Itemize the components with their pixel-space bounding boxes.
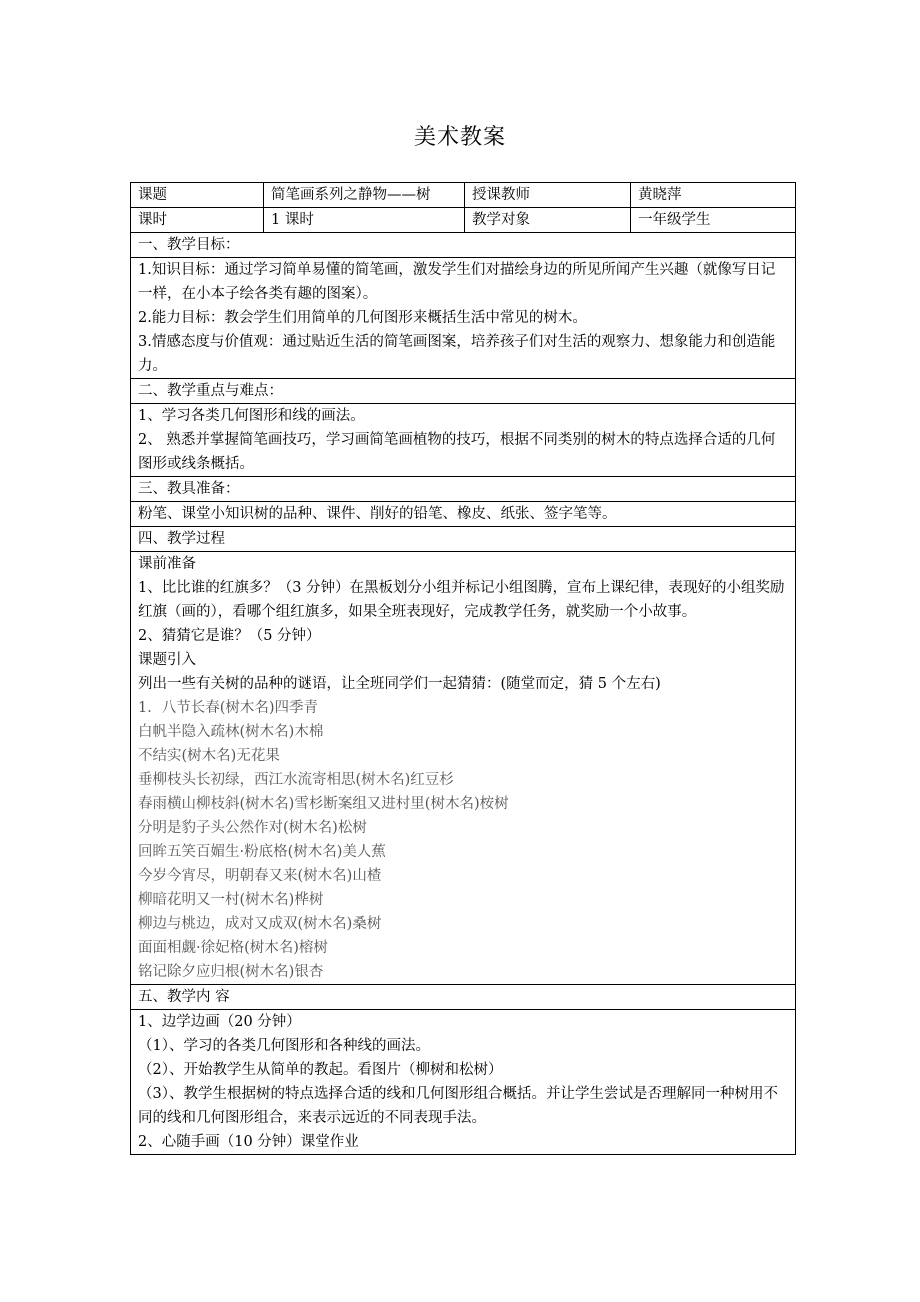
topic-label: 课题 (131, 183, 264, 208)
section-heading: 二、教学重点与难点： (131, 379, 796, 404)
riddle-item: 回眸五笑百媚生·粉底格(树木名)美人蕉 (138, 844, 386, 860)
materials-text: 粉笔、课堂小知识树的品种、课件、削好的铅笔、橡皮、纸张、签字笔等。 (131, 502, 796, 527)
riddle-item: 不结实(树木名)无花果 (138, 748, 280, 764)
key-point-item: 2、 熟悉并掌握简笔画技巧，学习画简笔画植物的技巧，根据不同类别的树木的特点选择合适的几何图形或线条概括。 (138, 432, 776, 472)
table-row (131, 502, 796, 527)
section-heading: 五、教学内 容 (131, 985, 796, 1010)
table-row (131, 1010, 796, 1155)
process-line: 列出一些有关树的品种的谜语，让全班同学们一起猜猜：(随堂而定，猜 5 个左右) (138, 676, 661, 692)
riddle-item: 柳边与桃边，成对又成双(树木名)桑树 (138, 916, 382, 932)
process-line: 2、猜猜它是谁？（5 分钟） (138, 628, 321, 644)
process-line: 课前准备 (138, 556, 196, 572)
process-line: 课题引入 (138, 652, 196, 668)
hours-label: 课时 (131, 208, 264, 233)
section-heading: 四、教学过程 (131, 527, 796, 552)
content-line: （3）、教学生根据树的特点选择合适的线和几何图形组合概括。并让学生尝试是否理解同一种树用不同的线和几何图形组合，来表示远近的不同表现手法。 (138, 1086, 778, 1126)
table-row (131, 527, 796, 552)
content-line: 2、心随手画（10 分钟）课堂作业 (138, 1134, 359, 1150)
section-content (131, 1010, 796, 1155)
riddle-item: 今岁今宵尽，明朝春又来(树木名)山楂 (138, 868, 382, 884)
section-heading: 一、教学目标： (131, 233, 796, 258)
table-row (131, 208, 796, 233)
topic-value: 简笔画系列之静物——树 (264, 183, 465, 208)
riddle-item: 春雨横山柳枝斜(树木名)雪杉断案组又进村里(树木名)桉树 (138, 796, 509, 812)
riddle-item: 铭记除夕应归根(树木名)银杏 (138, 964, 324, 980)
table-row (131, 379, 796, 404)
process-line: 1、比比谁的红旗多？（3 分钟）在黑板划分小组并标记小组图腾，宣布上课纪律，表现好的小组奖励红旗（画的），看哪个组红旗多，如果全班表现好，完成教学任务，就奖励一个小故事。 (138, 580, 785, 620)
table-row (131, 183, 796, 208)
table-row (131, 985, 796, 1010)
table-row (131, 233, 796, 258)
table-row (131, 477, 796, 502)
key-point-item: 1、学习各类几何图形和线的画法。 (138, 408, 365, 424)
riddle-item: 白帆半隐入疏林(树木名)木棉 (138, 724, 324, 740)
riddle-item: 垂柳枝头长初绿，西江水流寄相思(树木名)红豆杉 (138, 772, 454, 788)
lesson-plan-table (130, 182, 796, 1155)
objective-item: 2.能力目标：教会学生们用简单的几何图形来概括生活中常见的树木。 (138, 310, 587, 326)
table-row (131, 404, 796, 477)
audience-value: 一年级学生 (631, 208, 796, 233)
section-content (131, 552, 796, 985)
table-row (131, 552, 796, 985)
hours-value: 1 课时 (264, 208, 465, 233)
table-row (131, 258, 796, 379)
section-content (131, 258, 796, 379)
audience-label: 教学对象 (465, 208, 631, 233)
page-title: 美术教案 (413, 125, 506, 150)
riddle-item: 1．八节长春(树木名)四季青 (138, 700, 319, 716)
section-content (131, 404, 796, 477)
teacher-label: 授课教师 (465, 183, 631, 208)
teacher-value: 黄晓萍 (631, 183, 796, 208)
content-line: 1、边学边画（20 分钟） (138, 1014, 301, 1030)
objective-item: 3.情感态度与价值观：通过贴近生活的简笔画图案，培养孩子们对生活的观察力、想象能力和创造能力。 (138, 334, 776, 374)
section-heading: 三、教具准备： (131, 477, 796, 502)
objective-item: 1.知识目标：通过学习简单易懂的简笔画，激发学生们对描绘身边的所见所闻产生兴趣（就像写日记一样，在小本子绘各类有趣的图案）。 (138, 262, 776, 302)
riddle-item: 分明是豹子头公然作对(树木名)松树 (138, 820, 367, 836)
content-line: （1）、学习的各类几何图形和各种线的画法。 (138, 1038, 430, 1054)
content-line: （2）、开始教学生从简单的教起。看图片（柳树和松树） (138, 1062, 503, 1078)
riddle-item: 柳暗花明又一村(树木名)桦树 (138, 892, 324, 908)
riddle-item: 面面相觑·徐妃格(树木名)榕树 (138, 940, 328, 956)
